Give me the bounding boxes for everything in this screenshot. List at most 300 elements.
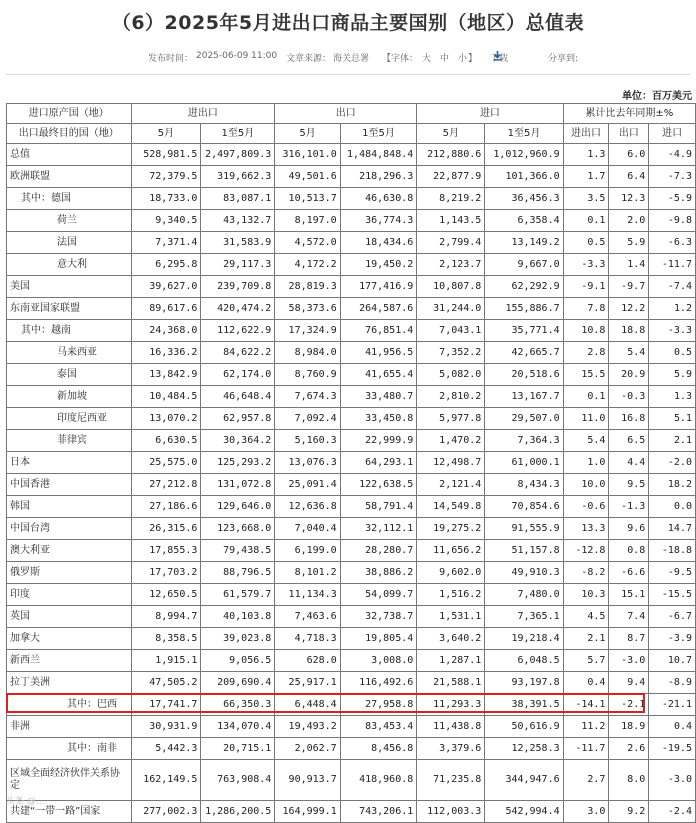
table-cell: 46,648.4 [201, 386, 275, 408]
table-cell: 7,365.1 [485, 606, 563, 628]
table-cell: -0.3 [609, 386, 649, 408]
table-cell: 17,324.9 [275, 320, 340, 342]
table-cell: 64,293.1 [340, 452, 417, 474]
table-cell: -21.1 [649, 694, 696, 716]
table-cell: 93,197.8 [485, 672, 563, 694]
table-cell: 7,674.3 [275, 386, 340, 408]
table-cell: 5.4 [609, 342, 649, 364]
table-cell: 162,149.5 [131, 760, 201, 801]
table-cell: 19,493.2 [275, 716, 340, 738]
table-cell: 66,350.3 [201, 694, 275, 716]
table-cell: 20,715.1 [201, 738, 275, 760]
table-cell: 36,774.3 [340, 210, 417, 232]
table-cell: -8.2 [563, 562, 609, 584]
table-cell: 123,668.0 [201, 518, 275, 540]
table-row [7, 254, 696, 276]
table-cell: 5.1 [649, 408, 696, 430]
table-cell: 62,957.8 [201, 408, 275, 430]
row-label: 荷兰 [7, 210, 132, 232]
table-cell: 19,218.4 [485, 628, 563, 650]
font-size-medium-button[interactable]: 中 [440, 54, 450, 64]
table-cell: 36,456.3 [485, 188, 563, 210]
table-row [7, 672, 696, 694]
table-cell: 0.4 [563, 672, 609, 694]
row-label: 中国台湾 [7, 518, 132, 540]
table-cell: 18.8 [609, 320, 649, 342]
row-label: 马来西亚 [7, 342, 132, 364]
header-export-may: 5月 [275, 124, 340, 144]
table-cell: 12.3 [609, 188, 649, 210]
trade-table [6, 103, 696, 823]
table-row [7, 166, 696, 188]
table-row [7, 276, 696, 298]
table-cell: 1.0 [563, 452, 609, 474]
row-label: 东南亚国家联盟 [7, 298, 132, 320]
table-cell: 8,994.7 [131, 606, 201, 628]
table-cell: 8,760.9 [275, 364, 340, 386]
table-cell: 3,008.0 [340, 650, 417, 672]
table-cell: 18,434.6 [340, 232, 417, 254]
table-cell: 1,484,848.4 [340, 144, 417, 166]
watermark: 头条 @... [6, 797, 45, 807]
table-cell: 177,416.9 [340, 276, 417, 298]
table-cell: -9.1 [563, 276, 609, 298]
table-cell: 7,364.3 [485, 430, 563, 452]
table-cell: 19,275.2 [417, 518, 485, 540]
table-cell: 28,819.3 [275, 276, 340, 298]
table-cell: 112,622.9 [201, 320, 275, 342]
table-cell: 39,627.0 [131, 276, 201, 298]
table-cell: 17,703.2 [131, 562, 201, 584]
table-cell: 30,364.2 [201, 430, 275, 452]
article-meta [0, 51, 696, 67]
table-cell: 0.1 [563, 386, 609, 408]
header-origin: 进口原产国（地） [7, 104, 132, 124]
table-cell: 18.2 [649, 474, 696, 496]
table-cell: 0.4 [649, 716, 696, 738]
table-cell: 12,498.7 [417, 452, 485, 474]
table-cell: 18.9 [609, 716, 649, 738]
table-cell: 3.0 [563, 801, 609, 823]
table-cell: 122,638.5 [340, 474, 417, 496]
table-cell: 9,602.0 [417, 562, 485, 584]
table-cell: 13.3 [563, 518, 609, 540]
row-label: 美国 [7, 276, 132, 298]
table-cell: 2.1 [649, 430, 696, 452]
table-cell: 8,984.0 [275, 342, 340, 364]
divider [6, 74, 690, 75]
table-cell: 10.0 [563, 474, 609, 496]
table-cell: 1,012,960.9 [485, 144, 563, 166]
table-cell: 0.1 [563, 210, 609, 232]
table-cell: -0.6 [563, 496, 609, 518]
table-cell: 6,199.0 [275, 540, 340, 562]
table-cell: 129,646.0 [201, 496, 275, 518]
table-cell: 6,048.5 [485, 650, 563, 672]
table-cell: 58,791.4 [340, 496, 417, 518]
header-export: 出口 [275, 104, 417, 124]
table-cell: 344,947.6 [485, 760, 563, 801]
table-cell: 10.7 [649, 650, 696, 672]
table-cell: -9.8 [649, 210, 696, 232]
table-cell: 3,379.6 [417, 738, 485, 760]
table-cell: 84,622.2 [201, 342, 275, 364]
table-cell: 61,000.1 [485, 452, 563, 474]
table-cell: 25,091.4 [275, 474, 340, 496]
table-cell: 15.5 [563, 364, 609, 386]
table-row [7, 144, 696, 166]
table-row [7, 801, 696, 823]
table-cell: 38,391.5 [485, 694, 563, 716]
table-cell: 8,197.0 [275, 210, 340, 232]
table-cell: 1,287.1 [417, 650, 485, 672]
header-import: 进口 [417, 104, 563, 124]
row-label: 其中：南非 [7, 738, 132, 760]
row-label: 新加坡 [7, 386, 132, 408]
download-label: 下载 [490, 54, 509, 64]
source-label: 文章来源： [286, 54, 332, 64]
table-cell: 7,352.2 [417, 342, 485, 364]
table-cell: -15.5 [649, 584, 696, 606]
table-cell: 13,167.7 [485, 386, 563, 408]
table-cell: 17,855.3 [131, 540, 201, 562]
table-cell: 1,470.2 [417, 430, 485, 452]
table-cell: 11,438.8 [417, 716, 485, 738]
table-cell: 27,958.8 [340, 694, 417, 716]
table-cell: 7,043.1 [417, 320, 485, 342]
row-label: 韩国 [7, 496, 132, 518]
table-cell: 12,258.3 [485, 738, 563, 760]
table-row [7, 562, 696, 584]
table-cell: 10.3 [563, 584, 609, 606]
table-cell: 0.0 [649, 496, 696, 518]
table-cell: -19.5 [649, 738, 696, 760]
table-cell: 26,315.6 [131, 518, 201, 540]
table-cell: 9.4 [609, 672, 649, 694]
table-cell: 2.7 [563, 760, 609, 801]
table-cell: 2.8 [563, 342, 609, 364]
table-row [7, 540, 696, 562]
table-cell: 13,842.9 [131, 364, 201, 386]
table-cell: 319,662.3 [201, 166, 275, 188]
table-cell: -18.8 [649, 540, 696, 562]
share-label: 分享到: [548, 54, 579, 64]
table-row [7, 650, 696, 672]
table-cell: 91,555.9 [485, 518, 563, 540]
table-cell: 101,366.0 [485, 166, 563, 188]
table-cell: 32,738.7 [340, 606, 417, 628]
table-cell: 0.5 [563, 232, 609, 254]
table-row [7, 320, 696, 342]
table-cell: -8.9 [649, 672, 696, 694]
font-size-label: 【字体： [382, 54, 419, 64]
table-cell: -4.9 [649, 144, 696, 166]
table-cell: 3,640.2 [417, 628, 485, 650]
table-cell: 8,358.5 [131, 628, 201, 650]
table-row [7, 364, 696, 386]
table-cell: 10,484.5 [131, 386, 201, 408]
table-cell: 1,143.5 [417, 210, 485, 232]
table-cell: 1.2 [649, 298, 696, 320]
header-yoy-export: 出口 [609, 124, 649, 144]
row-label: 新西兰 [7, 650, 132, 672]
table-cell: 4,172.2 [275, 254, 340, 276]
table-cell: 51,157.8 [485, 540, 563, 562]
table-cell: 31,583.9 [201, 232, 275, 254]
table-cell: 62,174.0 [201, 364, 275, 386]
table-cell: 18,733.0 [131, 188, 201, 210]
table-cell: 277,002.3 [131, 801, 201, 823]
table-cell: 212,880.6 [417, 144, 485, 166]
table-cell: 62,292.9 [485, 276, 563, 298]
table-cell: 49,501.6 [275, 166, 340, 188]
table-row [7, 694, 696, 716]
table-cell: 116,492.6 [340, 672, 417, 694]
table-cell: 90,913.7 [275, 760, 340, 801]
table-cell: 218,296.3 [340, 166, 417, 188]
table-cell: 2.1 [563, 628, 609, 650]
table-cell: 12.2 [609, 298, 649, 320]
table-cell: 6,358.4 [485, 210, 563, 232]
table-cell: 0.8 [609, 540, 649, 562]
table-cell: 11,134.3 [275, 584, 340, 606]
table-cell: 9,056.5 [201, 650, 275, 672]
table-cell: 1.3 [563, 144, 609, 166]
header-import-janmay: 1至5月 [485, 124, 563, 144]
table-cell: -11.7 [563, 738, 609, 760]
table-cell: 29,117.3 [201, 254, 275, 276]
table-cell: -6.3 [649, 232, 696, 254]
table-cell: 22,999.9 [340, 430, 417, 452]
table-cell: 15.1 [609, 584, 649, 606]
table-cell: 1,516.2 [417, 584, 485, 606]
row-label: 非洲 [7, 716, 132, 738]
table-cell: 125,293.2 [201, 452, 275, 474]
table-cell: 528,981.5 [131, 144, 201, 166]
table-cell: 2,799.4 [417, 232, 485, 254]
table-row [7, 738, 696, 760]
table-cell: 11.0 [563, 408, 609, 430]
table-cell: 7.4 [609, 606, 649, 628]
row-label: 澳大利亚 [7, 540, 132, 562]
table-cell: -14.1 [563, 694, 609, 716]
table-cell: 13,149.2 [485, 232, 563, 254]
table-cell: 5,160.3 [275, 430, 340, 452]
publish-time: 2025-06-09 11:00 [196, 51, 278, 61]
table-cell: 5.9 [609, 232, 649, 254]
table-cell: 5.4 [563, 430, 609, 452]
table-cell: 10.8 [563, 320, 609, 342]
table-cell: 8,456.8 [340, 738, 417, 760]
table-cell: 7,040.4 [275, 518, 340, 540]
table-cell: 5.9 [649, 364, 696, 386]
header-import-may: 5月 [417, 124, 485, 144]
table-cell: -6.7 [649, 606, 696, 628]
table-cell: 28,280.7 [340, 540, 417, 562]
table-cell: 10,807.8 [417, 276, 485, 298]
font-size-large-button[interactable]: 大 [422, 54, 432, 64]
table-cell: -2.1 [609, 694, 649, 716]
table-cell: 11,656.2 [417, 540, 485, 562]
header-export-janmay: 1至5月 [340, 124, 417, 144]
table-cell: 9.6 [609, 518, 649, 540]
row-label: 区域全面经济伙伴关系协定 [7, 760, 132, 801]
table-row [7, 408, 696, 430]
table-cell: 41,956.5 [340, 342, 417, 364]
header-dest: 出口最终目的国（地） [7, 124, 132, 144]
table-cell: 13,070.2 [131, 408, 201, 430]
table-cell: 89,617.6 [131, 298, 201, 320]
header-imex: 进出口 [131, 104, 275, 124]
row-label: 日本 [7, 452, 132, 474]
table-cell: 1.7 [563, 166, 609, 188]
row-label: 意大利 [7, 254, 132, 276]
table-cell: 12,650.5 [131, 584, 201, 606]
table-cell: 13,076.3 [275, 452, 340, 474]
font-size-close: 】 [468, 54, 478, 64]
table-cell: -12.8 [563, 540, 609, 562]
table-cell: 25,917.1 [275, 672, 340, 694]
table-cell: 164,999.1 [275, 801, 340, 823]
table-cell: 7,463.6 [275, 606, 340, 628]
table-cell: 5,082.0 [417, 364, 485, 386]
table-cell: -9.5 [649, 562, 696, 584]
table-cell: 131,072.8 [201, 474, 275, 496]
download-button[interactable] [490, 51, 509, 64]
table-row [7, 760, 696, 801]
table-cell: 32,112.1 [340, 518, 417, 540]
table-cell: 25,575.0 [131, 452, 201, 474]
table-cell: 9.5 [609, 474, 649, 496]
table-cell: 54,099.7 [340, 584, 417, 606]
row-label: 总值 [7, 144, 132, 166]
table-cell: 47,505.2 [131, 672, 201, 694]
table-cell: 418,960.8 [340, 760, 417, 801]
table-cell: 264,587.6 [340, 298, 417, 320]
table-cell: 5,977.8 [417, 408, 485, 430]
table-cell: -2.4 [649, 801, 696, 823]
table-row [7, 430, 696, 452]
row-label: 印度 [7, 584, 132, 606]
table-cell: 29,507.0 [485, 408, 563, 430]
table-cell: 35,771.4 [485, 320, 563, 342]
table-cell: 8,101.2 [275, 562, 340, 584]
table-cell: 239,709.8 [201, 276, 275, 298]
row-label: 泰国 [7, 364, 132, 386]
row-label: 法国 [7, 232, 132, 254]
table-cell: 4.4 [609, 452, 649, 474]
font-size-small-button[interactable]: 小 [458, 54, 468, 64]
table-cell: 5.7 [563, 650, 609, 672]
table-cell: -1.3 [609, 496, 649, 518]
table-cell: 27,186.6 [131, 496, 201, 518]
table-cell: 1,915.1 [131, 650, 201, 672]
table-cell: 31,244.0 [417, 298, 485, 320]
table-cell: 9,340.5 [131, 210, 201, 232]
table-row [7, 716, 696, 738]
table-row [7, 452, 696, 474]
table-cell: -7.3 [649, 166, 696, 188]
table-cell: 7,092.4 [275, 408, 340, 430]
page-title: （6）2025年5月进出口商品主要国别（地区）总值表 [111, 12, 585, 34]
table-cell: 112,003.3 [417, 801, 485, 823]
table-cell: 6.0 [609, 144, 649, 166]
table-cell: -3.3 [563, 254, 609, 276]
table-cell: 43,132.7 [201, 210, 275, 232]
publish-time-label: 发布时间： [148, 54, 194, 64]
table-cell: 14,549.8 [417, 496, 485, 518]
table-cell: 22,877.9 [417, 166, 485, 188]
table-cell: -3.3 [649, 320, 696, 342]
row-label: 共建“一带一路”国家 [7, 801, 132, 823]
table-cell: 2,497,809.3 [201, 144, 275, 166]
table-cell: 8.0 [609, 760, 649, 801]
table-row [7, 188, 696, 210]
table-cell: 83,453.4 [340, 716, 417, 738]
table-cell: -2.0 [649, 452, 696, 474]
table-cell: -3.0 [609, 650, 649, 672]
table-cell: 209,690.4 [201, 672, 275, 694]
table-cell: 46,630.8 [340, 188, 417, 210]
table-row [7, 584, 696, 606]
table-cell: 41,655.4 [340, 364, 417, 386]
table-cell: 14.7 [649, 518, 696, 540]
table-cell: 8,219.2 [417, 188, 485, 210]
table-row [7, 232, 696, 254]
table-cell: 3.5 [563, 188, 609, 210]
table-cell: 2,810.2 [417, 386, 485, 408]
table-cell: 1.3 [649, 386, 696, 408]
table-cell: 0.5 [649, 342, 696, 364]
table-cell: 38,886.2 [340, 562, 417, 584]
table-cell: 4.5 [563, 606, 609, 628]
table-cell: 11,293.3 [417, 694, 485, 716]
table-cell: -7.4 [649, 276, 696, 298]
table-cell: 19,805.4 [340, 628, 417, 650]
table-cell: 155,886.7 [485, 298, 563, 320]
table-cell: 420,474.2 [201, 298, 275, 320]
row-label: 其中：德国 [7, 188, 132, 210]
table-cell: 5,442.3 [131, 738, 201, 760]
table-row [7, 386, 696, 408]
table-cell: 50,616.9 [485, 716, 563, 738]
unit-label: 单位：百万美元 [622, 91, 692, 102]
table-row [7, 606, 696, 628]
table-cell: 2.0 [609, 210, 649, 232]
table-cell: 743,206.1 [340, 801, 417, 823]
table-row [7, 474, 696, 496]
table-cell: 88,796.5 [201, 562, 275, 584]
table-cell: -3.0 [649, 760, 696, 801]
table-cell: 11.2 [563, 716, 609, 738]
table-cell: 763,908.4 [201, 760, 275, 801]
table-cell: 33,450.8 [340, 408, 417, 430]
row-label: 英国 [7, 606, 132, 628]
table-cell: 17,741.7 [131, 694, 201, 716]
table-row [7, 342, 696, 364]
header-imex-janmay: 1至5月 [201, 124, 275, 144]
table-cell: 49,910.3 [485, 562, 563, 584]
row-label: 拉丁美洲 [7, 672, 132, 694]
row-label: 菲律宾 [7, 430, 132, 452]
table-cell: 70,854.6 [485, 496, 563, 518]
table-cell: 61,579.7 [201, 584, 275, 606]
table-cell: 71,235.8 [417, 760, 485, 801]
table-cell: 6.4 [609, 166, 649, 188]
table-cell: 1.4 [609, 254, 649, 276]
table-cell: -5.9 [649, 188, 696, 210]
table-cell: 2,121.4 [417, 474, 485, 496]
